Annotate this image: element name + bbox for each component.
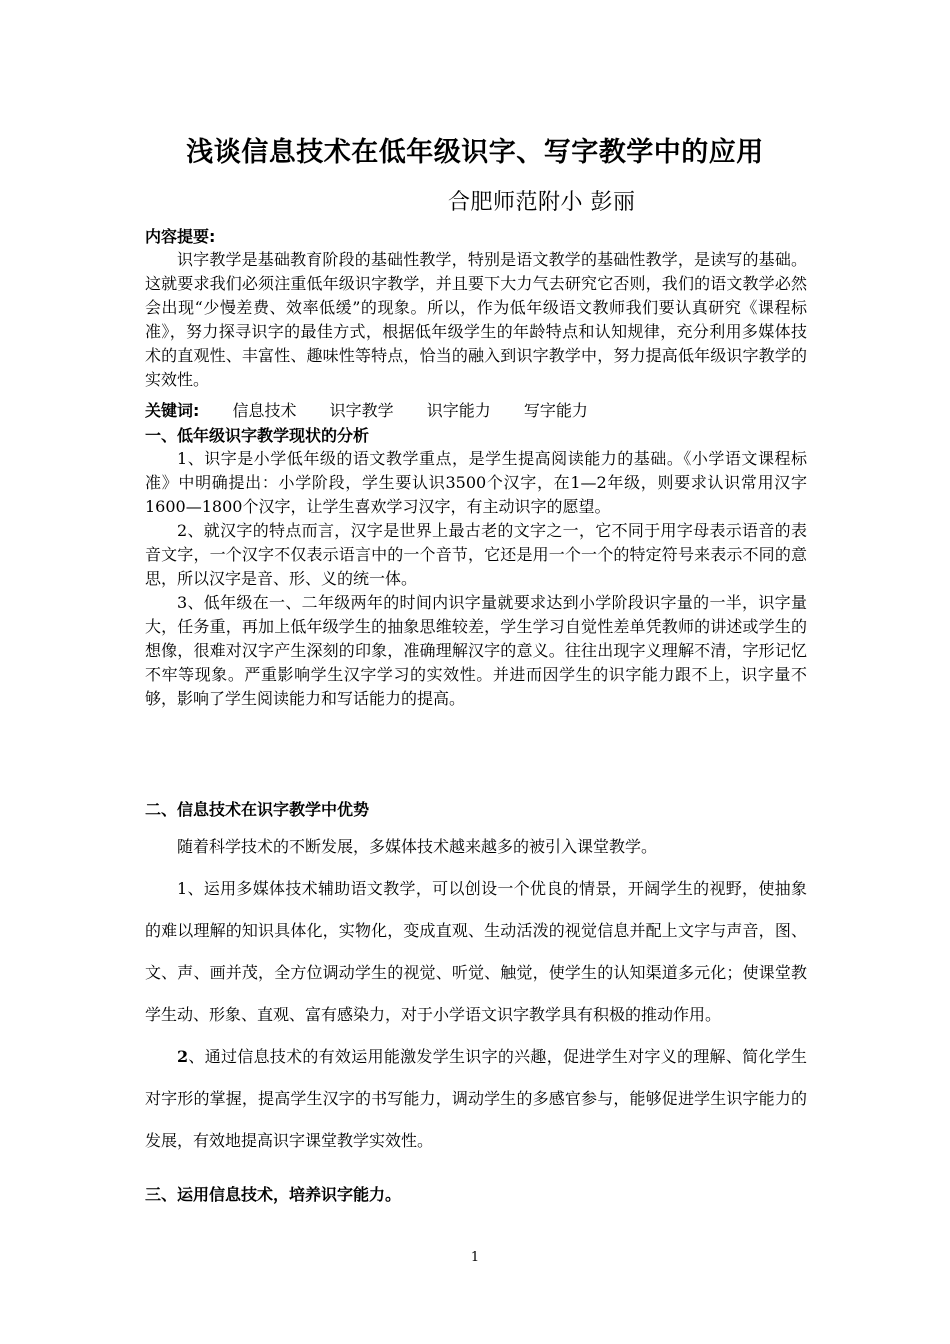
section-1-paragraph: 1、识字是小学低年级的语文教学重点，是学生提高阅读能力的基础。《小学语文课程标准》中明确提出：小学阶段，学生要认识3500个汉字，在1—2年级，则要求认识常用汉字1600—1800个汉字，让学生喜欢学习汉字，有主动识字的愿望。 [145,449,807,516]
section-2 [145,826,807,1162]
keyword-item: 识字能力 [426,401,491,420]
paragraph-text: 、通过信息技术的有效运用能激发学生识字的兴趣，促进学生对字义的理解、简化学生对字形的掌握，提高学生汉字的书写能力，调动学生的多感官参与，能够促进学生识字能力的发展，有效地提高识字课堂教学实效性。 [145,1047,807,1150]
section-3-heading: 三、运用信息技术，培养识字能力。 [145,1185,402,1204]
abstract-text: 识字教学是基础教育阶段的基础性教学，特别是语文教学的基础性教学，是读写的基础。这就要求我们必须注重低年级识字教学，并且要下大力气去研究它否则，我们的语文教学必然会出现“少慢差费、效率低缓”的现象。所以，作为低年级语文教师我们要认真研究《课程标准》，努力探寻识字的最佳方式，根据低年级学生的年龄特点和认知规律，充分利用多媒体技术的直观性、丰富性、趣味性等特点，恰当的融入到识字教学中，努力提高低年级识字教学的实效性。 [145,250,807,389]
section-2-paragraph: 1、运用多媒体技术辅助语文教学，可以创设一个优良的情景，开阔学生的视野，使抽象的难以理解的知识具体化，实物化，变成直观、生动活泼的视觉信息并配上文字与声音，图、文、声、画并茂，全方位调动学生的视觉、听觉、触觉，使学生的认知渠道多元化；使课堂教学生动、形象、直观、富有感染力，对于小学语文识字教学具有积极的推动作用。 [145,879,807,1024]
author-line: 合肥师范附小 彭丽 [448,190,636,215]
section-1 [145,425,807,711]
keyword-item: 识字教学 [329,401,394,420]
document-title: 浅谈信息技术在低年级识字、写字教学中的应用 [186,137,764,168]
section-3-heading-wrap [145,1184,807,1206]
section-1-paragraph: 2、就汉字的特点而言，汉字是世界上最古老的文字之一，它不同于用字母表示语音的表音文字，一个汉字不仅表示语言中的一个音节，它还是用一个一个的特定符号来表示不同的意思，所以汉字是音、形、义的统一体。 [145,521,807,588]
section-1-paragraph: 3、低年级在一、二年级两年的时间内识字量就要求达到小学阶段识字量的一半，识字量大，任务重，再加上低年级学生的抽象思维较差，学生学习自觉性差单凭教师的讲述或学生的想像，很难对汉字产生深刻的印象，准确理解汉字的意义。往往出现字义理解不清，字形记忆不牢等现象。严重影响学生汉字学习的实效性。并进而因学生的识字能力跟不上，识字量不够，影响了学生阅读能力和写话能力的提高。 [145,593,807,708]
section-2-paragraph [145,1036,807,1162]
keyword-item: 写字能力 [523,401,588,420]
keywords-label: 关键词: [145,401,200,420]
keywords-line [145,400,588,422]
section-2-heading-wrap [145,799,807,821]
page-number: 1 [470,1250,480,1265]
section-2-paragraph: 随着科学技术的不断发展，多媒体技术越来越多的被引入课堂教学。 [177,837,658,856]
paragraph-number: 2 [177,1047,189,1066]
abstract-label: 内容提要: [145,227,216,246]
keyword-item: 信息技术 [232,401,297,420]
section-2-heading: 二、信息技术在识字教学中优势 [145,800,370,819]
section-1-heading: 一、低年级识字教学现状的分析 [145,426,370,445]
abstract-section [145,226,807,392]
